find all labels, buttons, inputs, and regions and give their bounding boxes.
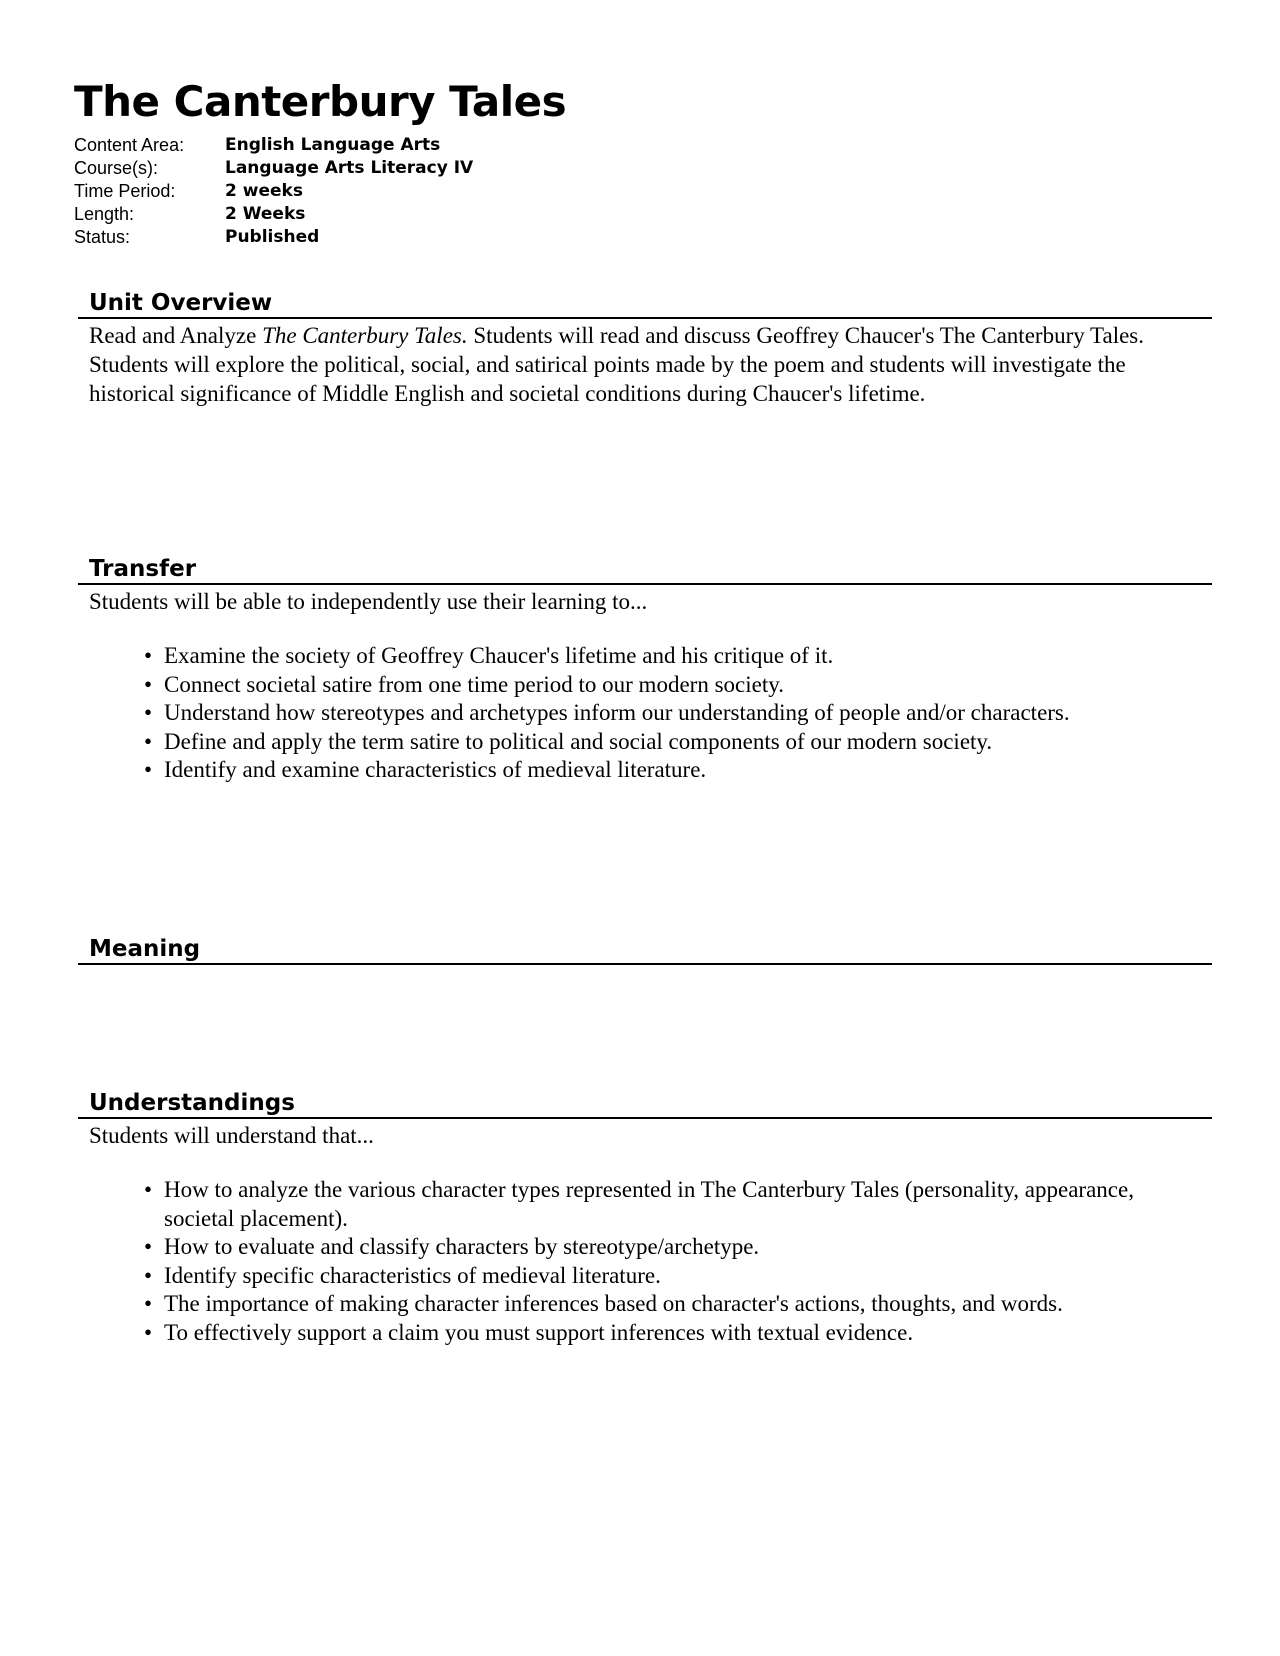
meta-row-courses: [74, 157, 473, 180]
overview-paragraph: [89, 321, 1212, 408]
section-heading: Unit Overview: [78, 289, 1212, 319]
section-meaning: [78, 935, 1212, 965]
unit-metadata: [74, 134, 473, 249]
understandings-list: [89, 1176, 1212, 1347]
meta-value: 2 Weeks: [225, 204, 306, 224]
meta-label: Course(s):: [74, 158, 159, 178]
list-item-text: The importance of making character inferences based on character's actions, thoughts, and words.: [164, 1291, 1063, 1316]
list-item: [144, 756, 1212, 785]
section-heading: Understandings: [78, 1089, 1212, 1119]
list-item: [144, 1233, 1212, 1262]
bullet-icon: •: [144, 1262, 153, 1288]
transfer-intro: Students will be able to independently use their learning to...: [89, 589, 648, 614]
bullet-icon: •: [144, 671, 153, 697]
meta-row-time-period: [74, 180, 473, 203]
meta-row-length: [74, 203, 473, 226]
overview-book-title: The Canterbury Tales.: [262, 323, 468, 348]
section-body: [78, 585, 1212, 785]
list-item-text: How to analyze the various character types represented in The Canterbury Tales (personality, appearance, societal placement).: [164, 1177, 1134, 1231]
list-item-text: Identify specific characteristics of medieval literature.: [164, 1262, 661, 1288]
meta-row-content-area: [74, 134, 473, 157]
bullet-icon: •: [144, 1291, 153, 1316]
understandings-intro: Students will understand that...: [89, 1123, 374, 1148]
meta-label: Status:: [74, 227, 131, 247]
list-item-text: To effectively support a claim you must support inferences with textual evidence.: [164, 1319, 914, 1345]
list-item: [144, 728, 1212, 757]
list-item: [144, 671, 1212, 700]
bullet-icon: •: [144, 1234, 153, 1259]
list-item-text: Understand how stereotypes and archetypes inform our understanding of people and/or characters.: [164, 700, 1070, 725]
meta-value: 2 weeks: [225, 181, 303, 201]
section-transfer: [78, 555, 1212, 785]
meta-value: Published: [225, 227, 320, 247]
overview-text-lead: Read and Analyze: [89, 323, 263, 348]
bullet-icon: •: [144, 757, 153, 782]
bullet-icon: •: [144, 1177, 153, 1202]
overview-text-rest: Students will read and discuss Geoffrey Chaucer's The Canterbury Tales. Students will explore the political, social, and satirical points made by the poem and students will investigate the historical significance of Middle English and societal conditions during Chaucer's lifetime.: [89, 323, 1145, 406]
list-item-text: Define and apply the term satire to political and social components of our modern society.: [164, 728, 993, 754]
section-understandings: [78, 1089, 1212, 1347]
list-item: [144, 642, 1212, 671]
section-heading: Transfer: [78, 555, 1212, 585]
bullet-icon: •: [144, 643, 153, 668]
list-item: [144, 1176, 1212, 1233]
list-item-text: How to evaluate and classify characters by stereotype/archetype.: [164, 1234, 760, 1259]
meta-value: Language Arts Literacy IV: [225, 158, 474, 178]
page-title: The Canterbury Tales: [74, 77, 567, 126]
list-item: [144, 1290, 1212, 1319]
bullet-icon: •: [144, 728, 153, 754]
section-unit-overview: [78, 289, 1212, 408]
meta-label: Content Area:: [74, 135, 185, 155]
bullet-icon: •: [144, 700, 153, 725]
list-item-text: Examine the society of Geoffrey Chaucer's lifetime and his critique of it.: [164, 643, 834, 668]
meta-value: English Language Arts: [225, 135, 441, 155]
list-item: [144, 1319, 1212, 1348]
list-item-text: Identify and examine characteristics of medieval literature.: [164, 757, 707, 782]
meta-label: Length:: [74, 204, 135, 224]
list-item: [144, 699, 1212, 728]
section-body: [78, 1119, 1212, 1347]
list-item: [144, 1262, 1212, 1291]
bullet-icon: •: [144, 1319, 153, 1345]
section-body: [78, 319, 1212, 408]
list-item-text: Connect societal satire from one time period to our modern society.: [164, 671, 784, 697]
meta-label: Time Period:: [74, 181, 176, 201]
section-heading: Meaning: [78, 935, 1212, 965]
transfer-list: [89, 642, 1212, 785]
meta-row-status: [74, 226, 473, 249]
